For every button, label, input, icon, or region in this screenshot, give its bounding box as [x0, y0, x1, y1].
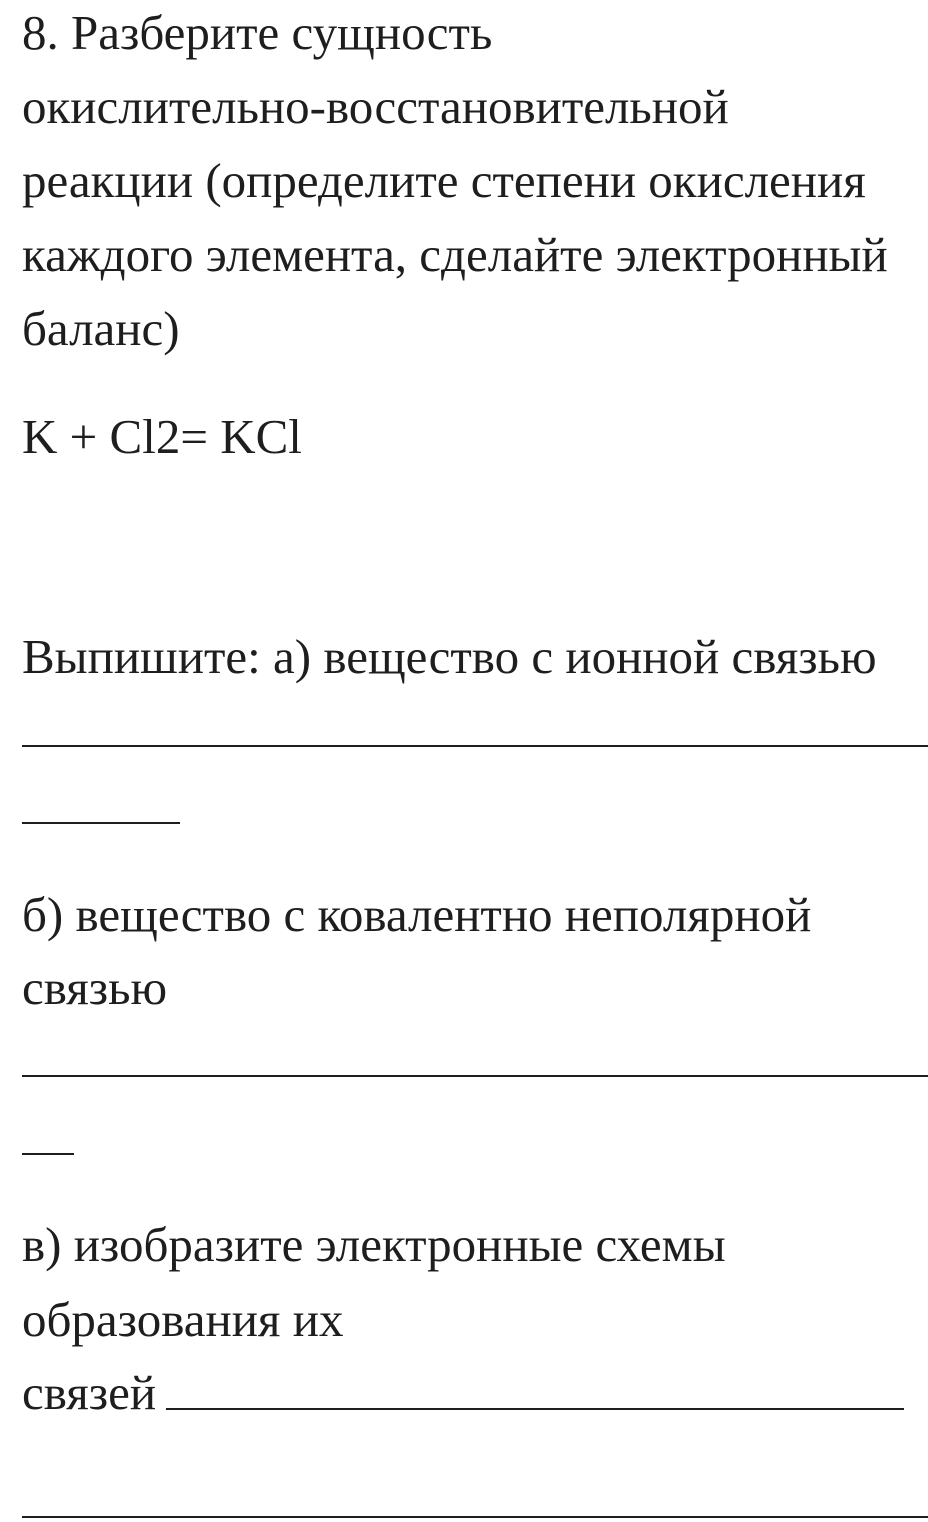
task-text-line: окислительно-восстановительной: [22, 79, 729, 134]
part-b-prompt: б) вещество с ковалентно неполярной: [22, 887, 812, 942]
reaction-equation: K + Cl2= KCl: [22, 409, 302, 464]
task-text-line: реакции (определите степени окисления: [22, 153, 866, 208]
task-text-line: баланс): [22, 301, 180, 356]
part-c-prompt-cont: образования их: [22, 1292, 344, 1347]
task-text-line: каждого элемента, сделайте электронный: [22, 227, 888, 282]
answer-line: [22, 1516, 928, 1518]
task-heading: 8. Разберите сущность: [22, 5, 493, 60]
part-b-prompt-cont: связью: [22, 960, 168, 1015]
part-c-prompt-cont: связей: [22, 1365, 157, 1420]
answer-line: [22, 822, 180, 824]
answer-line: [22, 1153, 74, 1155]
answer-line: [22, 745, 928, 747]
answer-line: [22, 1075, 928, 1077]
part-a-prompt: Выпишите: а) вещество с ионной связью: [22, 629, 877, 684]
answer-line: [166, 1408, 904, 1410]
part-c-prompt: в) изобразите электронные схемы: [22, 1217, 726, 1272]
